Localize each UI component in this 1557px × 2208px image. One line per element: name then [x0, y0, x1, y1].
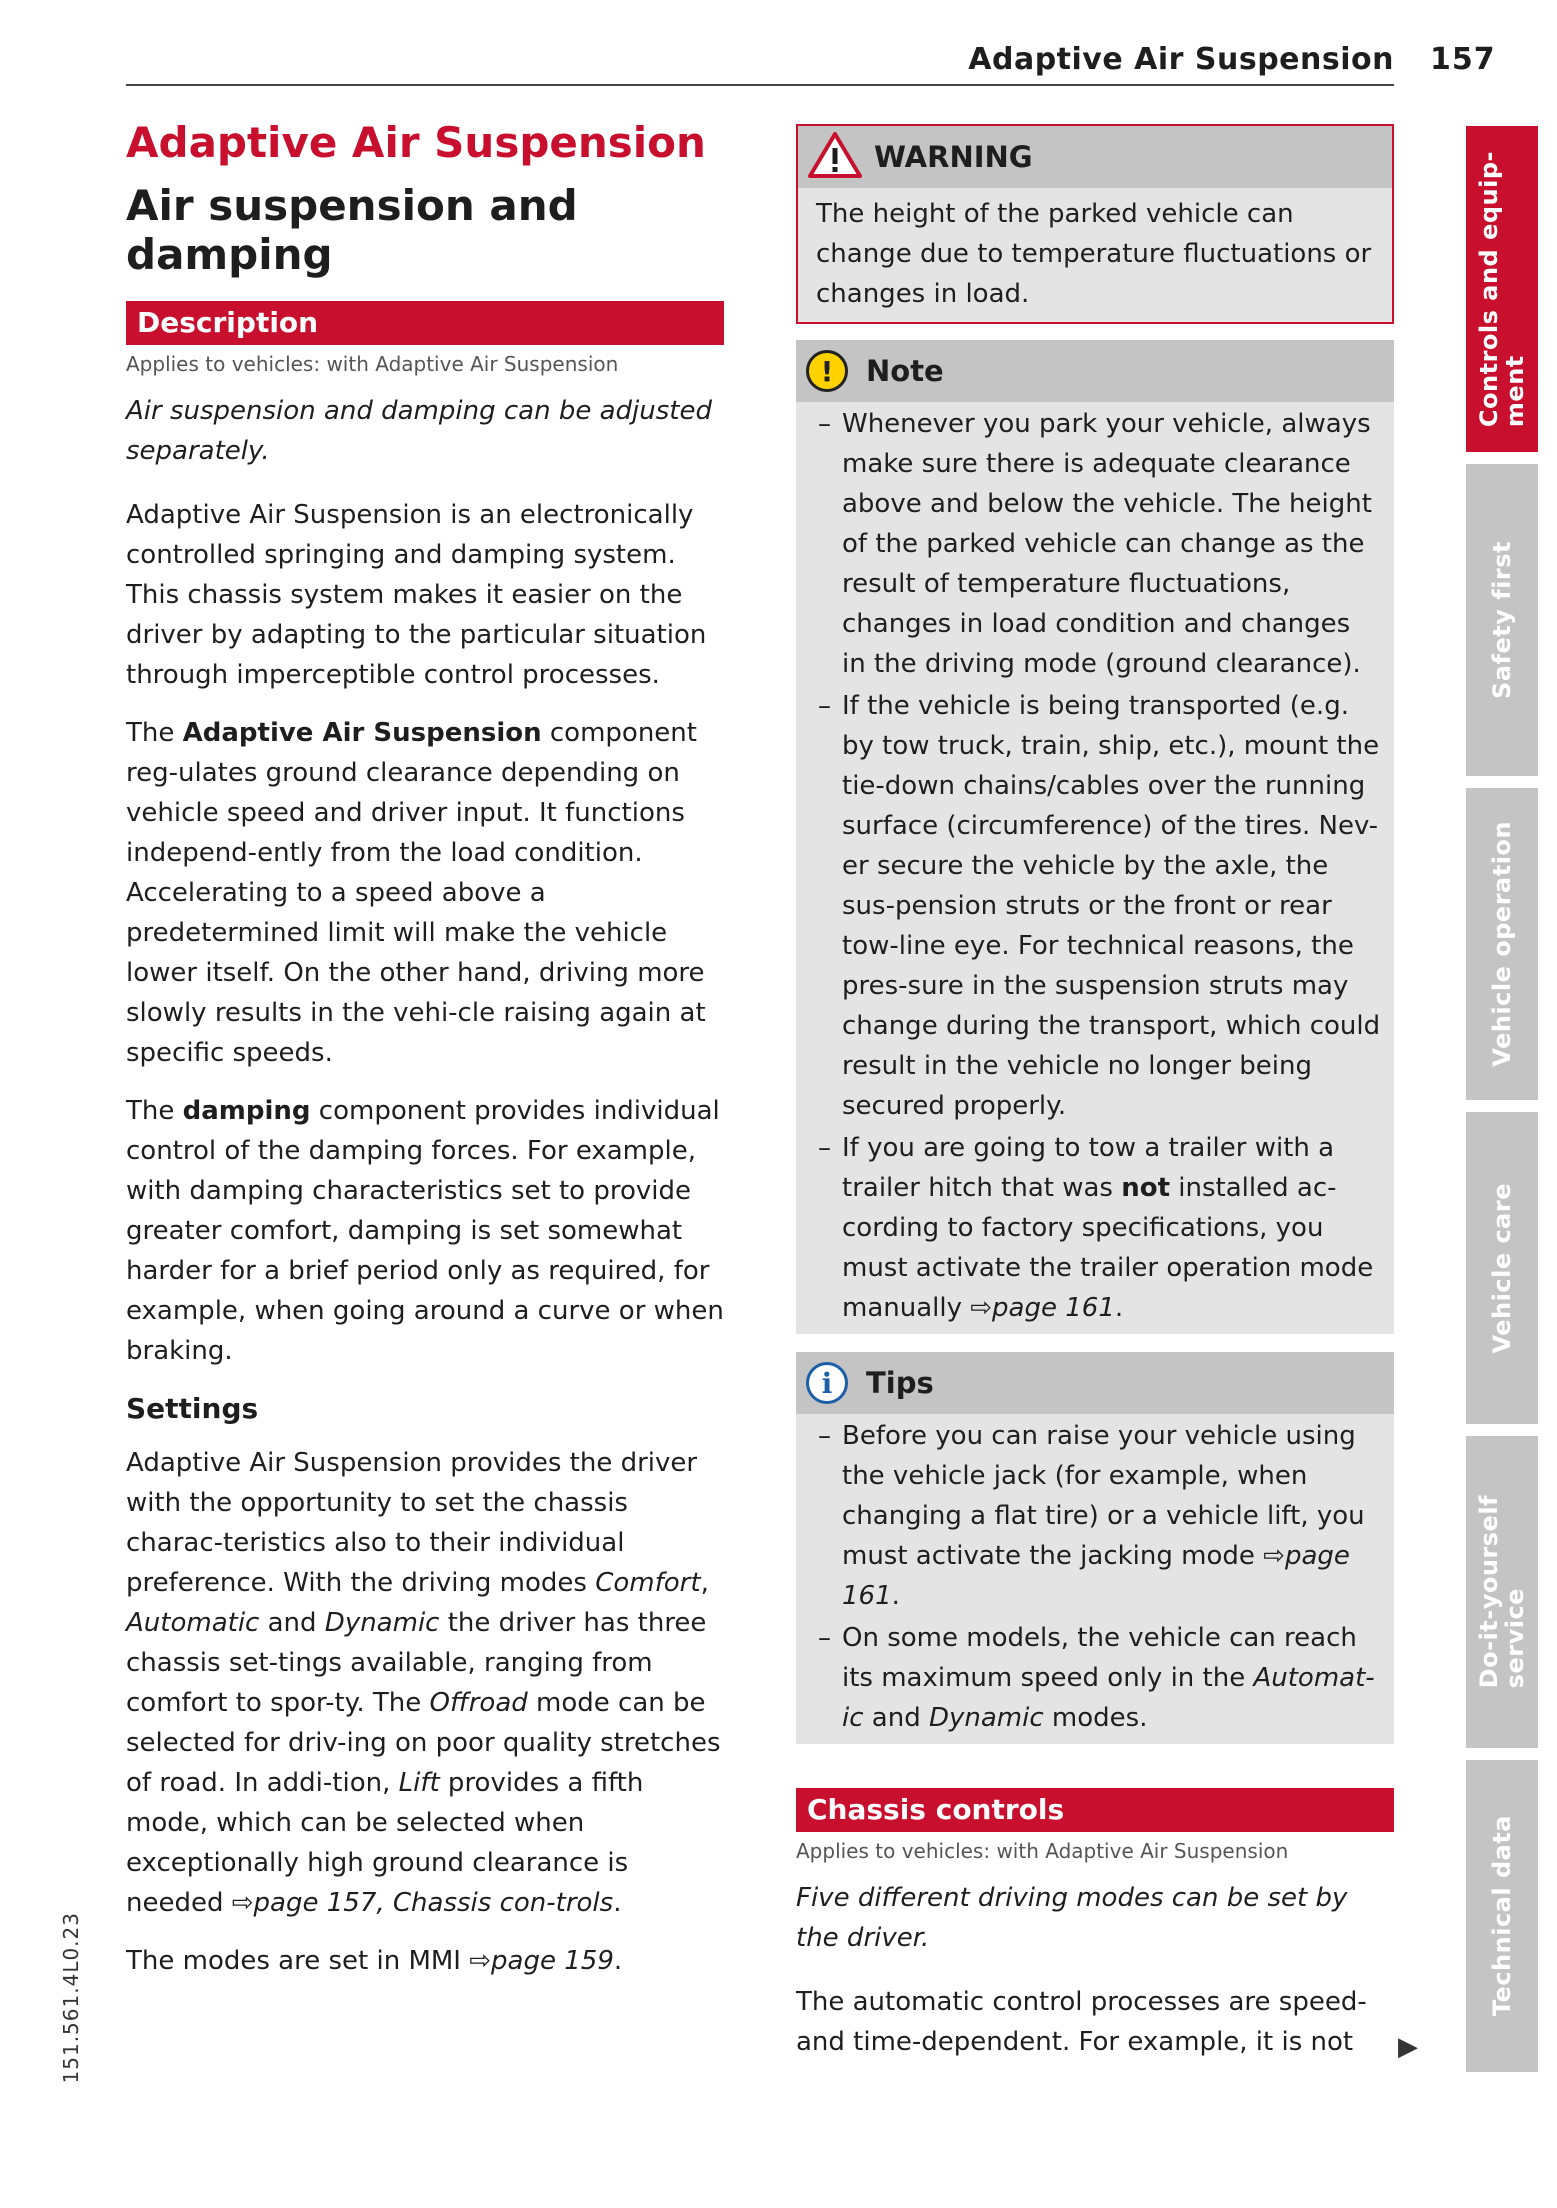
info-circle-icon: i: [806, 1362, 848, 1404]
header-title: Adaptive Air Suspension: [968, 42, 1394, 77]
page-157-link[interactable]: ⇨page 157, Chassis con-trols: [231, 1888, 614, 1918]
applies-note: Applies to vehicles: with Adaptive Air Suspension: [126, 352, 619, 376]
lead-text: Air suspension and damping can be adjusted separately.: [126, 396, 712, 466]
side-tab-vehicle-care[interactable]: Vehicle care: [1466, 1112, 1538, 1424]
section-title: Air suspension and damping: [126, 181, 578, 279]
note-item: – Whenever you park your vehicle, always make sure there is adequate clearance above and below the vehicle. The height of the parked vehicle can change as the result of temperature fluctuations, changes in load condition and changes in the driving mode (ground clearance).: [818, 404, 1382, 684]
chapter-title: Adaptive Air Suspension: [126, 118, 706, 167]
side-tab-technical-data[interactable]: Technical data: [1466, 1760, 1538, 2072]
warning-header: [798, 126, 1392, 188]
warning-box: [796, 124, 1394, 324]
warning-label: WARNING: [874, 140, 1033, 174]
tips-label: Tips: [866, 1366, 934, 1400]
side-tab-diy-service[interactable]: Do-it-yourself service: [1466, 1436, 1538, 1748]
damping-paragraph: The damping component provides individual control of the damping forces. For example, with damping characteristics set to provide greater comfort, damping is set somewhat harder for a brief period only as required, for example, when going around a curve or when braking.: [126, 1096, 724, 1366]
settings-paragraph: Adaptive Air Suspension provides the driver with the opportunity to set the chassis charac-teristics also to their individual preference. With the driving modes Comfort, Automatic and Dynamic the driver has three chassis set-tings available, ranging from comfort to spor-ty. The Offroad mode can be selected for driv-ing on poor quality stretches of road. In addi-tion, Lift provides a fifth mode, which can be selected when exceptionally high ground clearance is needed ⇨page 157, Chassis con-trols.: [126, 1448, 721, 1918]
air-suspension-paragraph: The Adaptive Air Suspension component reg-ulates ground clearance depending on vehicle speed and driver input. It functions independ-ently from the load condition. Accelerating to a speed above a predetermined limit will make the vehicle lower itself. On the other hand, driving more slowly results in the vehi-cle raising again at specific speeds.: [126, 718, 706, 1068]
page-number: 157: [1430, 42, 1496, 77]
side-tab-vehicle-operation[interactable]: Vehicle operation: [1466, 788, 1538, 1100]
chassis-applies-note: Applies to vehicles: with Adaptive Air Suspension: [796, 1839, 1289, 1863]
note-list: [796, 402, 1394, 1334]
note-box: [796, 340, 1394, 1334]
left-column: [126, 118, 724, 1981]
tips-item: – On some models, the vehicle can reach its maximum speed only in the Automat-ic and Dynamic modes.: [818, 1618, 1382, 1738]
modes-set-paragraph: The modes are set in MMI ⇨page 159.: [126, 1946, 623, 1976]
continue-arrow-icon: ▶: [1398, 2032, 1418, 2062]
warning-text: The height of the parked vehicle can change due to temperature fluctuations or changes in load.: [816, 199, 1372, 309]
settings-heading: Settings: [126, 1392, 259, 1425]
chassis-lead-text: Five different driving modes can be set by the driver.: [796, 1883, 1348, 1953]
document-code: 151.561.4L0.23: [59, 1912, 83, 2084]
side-tab-safety[interactable]: Safety first: [1466, 464, 1538, 776]
tips-item: – Before you can raise your vehicle using the vehicle jack (for example, when changing a flat tire) or a vehicle lift, you must activate the jacking mode ⇨page 161.: [818, 1416, 1382, 1616]
side-tab-controls[interactable]: Controls and equip- ment: [1466, 126, 1538, 452]
note-label: Note: [866, 354, 944, 388]
warning-triangle-icon: [808, 131, 862, 183]
note-item: – If you are going to tow a trailer with a trailer hitch that was not installed ac-cording to factory specifications, you must activate the trailer operation mode manually ⇨page 161.: [818, 1128, 1382, 1328]
page-161-link[interactable]: ⇨page 161: [842, 1541, 1350, 1611]
right-column: [796, 124, 1394, 2062]
page-161-link[interactable]: ⇨page 161: [970, 1293, 1115, 1323]
intro-paragraph: Adaptive Air Suspension is an electronically controlled springing and damping system. This chassis system makes it easier on the driver by adapting to the particular situation through imperceptible control processes.: [126, 500, 707, 690]
page-159-link[interactable]: ⇨page 159: [469, 1946, 614, 1976]
tips-header: [796, 1352, 1394, 1414]
note-header: [796, 340, 1394, 402]
note-item: – If the vehicle is being transported (e.g. by tow truck, train, ship, etc.), mount the tie-down chains/cables over the running surface (circumference) of the tires. Nev-er secure the vehicle by the axle, the sus-pension struts or the front or rear tow-line eye. For technical reasons, the pres-sure in the suspension struts may change during the transport, which could result in the vehicle no longer being secured properly.: [818, 686, 1382, 1126]
warning-body: [798, 188, 1392, 322]
exclamation-circle-icon: !: [806, 350, 848, 392]
chassis-controls-bar: Chassis controls: [796, 1788, 1394, 1832]
page-header: [126, 40, 1394, 86]
tips-box: [796, 1352, 1394, 1744]
chassis-paragraph: The automatic control processes are speed- and time-dependent. For example, it is not: [796, 1987, 1367, 2057]
description-bar: Description: [126, 301, 724, 345]
tips-list: [796, 1414, 1394, 1744]
